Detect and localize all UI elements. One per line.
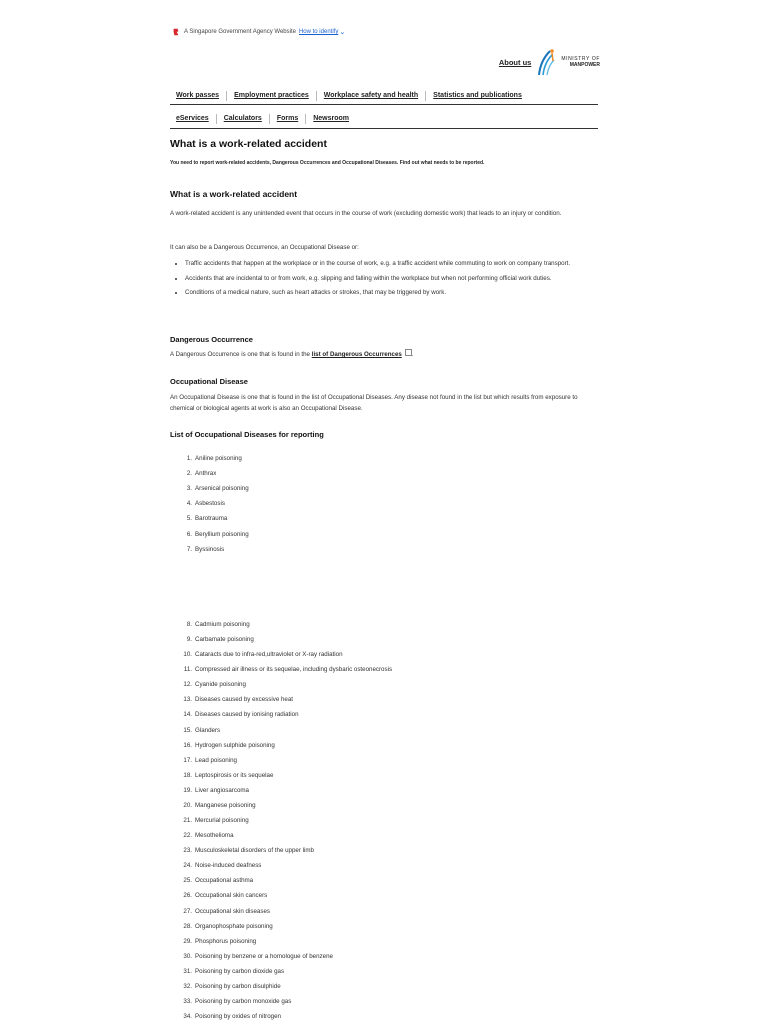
dangerous-occurrence-heading: Dangerous Occurrence (170, 335, 253, 344)
disease-list-item (170, 742, 275, 749)
disease-list-item (170, 832, 234, 839)
list-number: 14. (183, 711, 192, 719)
secondary-nav (170, 110, 598, 129)
disease-name: Poisoning by benzene or a homologue of benzene (195, 952, 333, 960)
disease-name: Diseases caused by ionising radiation (195, 711, 299, 719)
mom-logo-icon[interactable] (535, 47, 559, 77)
disease-list-item (170, 727, 220, 734)
disease-list-item (170, 531, 249, 538)
disease-name: Carbamate poisoning (195, 636, 254, 644)
disease-list-item (170, 968, 284, 975)
disease-list-item (170, 862, 261, 869)
nav-workplace-safety[interactable]: Workplace safety and health (316, 91, 425, 101)
list-number: 9. (186, 636, 192, 644)
disease-name: Musculoskeletal disorders of the upper limb (195, 847, 314, 855)
list-number: 22. (183, 832, 192, 840)
nav-statistics[interactable]: Statistics and publications (425, 91, 529, 101)
disease-name: Beryllium poisoning (195, 530, 249, 538)
accident-bullets (170, 259, 613, 303)
disease-name: Asbestosis (195, 500, 225, 508)
disease-list-item (170, 892, 267, 899)
disease-name: Organophosphate poisoning (195, 922, 273, 930)
disease-name: Phosphorus poisoning (195, 937, 257, 945)
disease-name: Diseases caused by excessive heat (195, 696, 294, 704)
disease-list-item (170, 455, 242, 462)
disease-list-item (170, 485, 249, 492)
disease-name: Poisoning by carbon dioxide gas (195, 967, 285, 975)
list-number: 34. (183, 1013, 192, 1021)
disease-list-item (170, 772, 273, 779)
disease-name: Poisoning by carbon monoxide gas (195, 998, 292, 1005)
chevron-down-icon[interactable]: ⌄ (339, 29, 346, 36)
list-number: 30. (183, 952, 192, 960)
list-number: 32. (183, 982, 192, 990)
list-number: 2. (186, 470, 192, 478)
disease-list-heading: List of Occupational Diseases for reporting (170, 430, 324, 439)
disease-list-item (170, 908, 270, 915)
list-number: 18. (183, 771, 192, 779)
list-number: 1. (186, 455, 192, 462)
list-number: 33. (183, 998, 192, 1005)
list-number: 25. (183, 877, 192, 885)
list-number: 23. (183, 847, 192, 855)
list-item: • Conditions of a medical nature, such as heart attacks or strokes, that may be triggered by work. (185, 288, 613, 299)
disease-name: Noise-induced deafness (195, 862, 262, 870)
list-number: 16. (183, 741, 192, 749)
dangerous-occurrence-text: A Dangerous Occurrence is one that is found in the list of Dangerous Occurrences . (170, 351, 414, 358)
disease-name: Lead poisoning (195, 756, 237, 764)
disease-list-item (170, 681, 246, 688)
disease-name: Cadmium poisoning (195, 621, 250, 628)
list-number: 6. (186, 530, 192, 538)
disease-list-item (170, 923, 273, 930)
disease-name: Mesothelioma (195, 832, 234, 840)
disease-list-item (170, 696, 293, 703)
disease-name: Liver angiosarcoma (195, 786, 249, 794)
nav-newsroom[interactable]: Newsroom (305, 114, 356, 124)
disease-name: Poisoning by oxides of nitrogen (195, 1013, 281, 1021)
disease-list-item (170, 938, 256, 945)
disease-name: Occupational asthma (195, 877, 254, 885)
disease-list-item (170, 787, 249, 794)
nav-employment-practices[interactable]: Employment practices (226, 91, 316, 101)
disease-list-item (170, 983, 281, 990)
nav-work-passes[interactable]: Work passes (176, 92, 220, 99)
list-number: 24. (183, 862, 192, 870)
list-number: 26. (183, 892, 192, 900)
disease-list-item (170, 711, 299, 718)
header (499, 47, 600, 77)
disease-list-item (170, 636, 254, 643)
nav-forms[interactable]: Forms (269, 114, 305, 124)
list-number: 7. (186, 545, 192, 553)
disease-list-item (170, 953, 333, 960)
disease-name: Leptospirosis or its sequelae (195, 771, 274, 779)
list-number: 8. (186, 621, 192, 628)
list-number: 13. (183, 696, 192, 704)
list-number: 4. (186, 500, 192, 508)
disease-name: Poisoning by carbon disulphide (195, 982, 281, 990)
disease-list-item (170, 666, 392, 673)
page-title: What is a work-related accident (170, 138, 327, 150)
main-content (170, 137, 598, 1021)
disease-list-item (170, 757, 237, 764)
list-number: 10. (183, 651, 192, 659)
list-number: 5. (186, 515, 192, 523)
external-link-icon[interactable] (405, 349, 412, 356)
disease-name: Hydrogen sulphide poisoning (195, 741, 275, 749)
list-number: 28. (183, 922, 192, 930)
disease-name: Barotrauma (195, 515, 228, 523)
disease-name: Byssinosis (195, 545, 225, 553)
section-paragraph: A work-related accident is any unintended event that occurs in the course of work (excluding domestic work) that leads to an injury or condition. (170, 210, 562, 217)
section-heading: What is a work-related accident (170, 189, 298, 199)
list-number: 29. (183, 937, 192, 945)
disease-list-item (170, 1013, 281, 1020)
disease-name: Cyanide poisoning (195, 681, 246, 689)
disease-list-item (170, 546, 224, 553)
disease-list-item (170, 515, 227, 522)
gov-banner (172, 28, 345, 36)
list-number: 31. (183, 967, 192, 975)
disease-list-item (170, 500, 225, 507)
list-number: 27. (183, 907, 192, 915)
disease-name: Compressed air illness or its sequelae, including dysbaric osteonecrosis (195, 666, 393, 674)
nav-calculators[interactable]: Calculators (216, 114, 269, 124)
list-number: 12. (183, 681, 192, 689)
disease-name: Cataracts due to infra-red,ultraviolet or X-ray radiation (195, 651, 343, 659)
mom-logo-text: MINISTRY OF MANPOWER (561, 56, 600, 68)
disease-name: Mercurial poisoning (195, 817, 249, 825)
nav-eservices[interactable]: eServices (176, 115, 209, 122)
list-item: • Traffic accidents that happen at the workplace or in the course of work, e.g. a traffic accident while commuting to work on company transport. (185, 259, 613, 270)
disease-list-item (170, 621, 250, 628)
disease-name: Occupational skin diseases (195, 907, 270, 915)
list-number: 19. (183, 786, 192, 794)
disease-name: Manganese poisoning (195, 801, 256, 809)
list-number: 17. (183, 756, 192, 764)
disease-name: Glanders (195, 726, 221, 734)
list-number: 21. (183, 817, 192, 825)
list-number: 3. (186, 485, 192, 493)
dangerous-occurrences-link[interactable]: list of Dangerous Occurrences (311, 351, 402, 358)
disease-list-item (170, 817, 249, 824)
section-paragraph: It can also be a Dangerous Occurrence, an Occupational Disease or: (170, 244, 359, 251)
disease-name: Anthrax (195, 470, 217, 478)
singapore-lion-icon (172, 28, 180, 36)
occupational-disease-heading: Occupational Disease (170, 377, 248, 386)
about-us-link[interactable]: About us (498, 57, 532, 67)
primary-nav (170, 88, 598, 105)
gov-banner-text: A Singapore Government Agency Website (184, 29, 296, 35)
disease-list-item (170, 470, 216, 477)
occupational-disease-text: An Occupational Disease is one that is found in the list of Occupational Diseases. Any disease not found in the list but which results from exposure to chemical or biological agents at work is also an Occupational Disease. (170, 394, 578, 412)
page-lead: You need to report work-related accidents, Dangerous Occurrences and Occupational Diseases. Find out what needs to be reported. (170, 160, 485, 166)
how-to-identify-link[interactable]: How to identify (298, 29, 339, 35)
disease-name: Arsenical poisoning (195, 485, 249, 493)
list-number: 11. (183, 666, 192, 674)
disease-list-item (170, 998, 291, 1005)
disease-list-item (170, 802, 256, 809)
list-number: 15. (183, 726, 192, 734)
list-item: • Accidents that are incidental to or from work, e.g. slipping and falling within the workplace but when not performing official work duties. (185, 274, 613, 285)
disease-list-item (170, 877, 253, 884)
disease-list-item (170, 651, 343, 658)
list-number: 20. (183, 801, 192, 809)
disease-name: Aniline poisoning (195, 455, 242, 462)
disease-name: Occupational skin cancers (195, 892, 268, 900)
disease-list-item (170, 847, 314, 854)
